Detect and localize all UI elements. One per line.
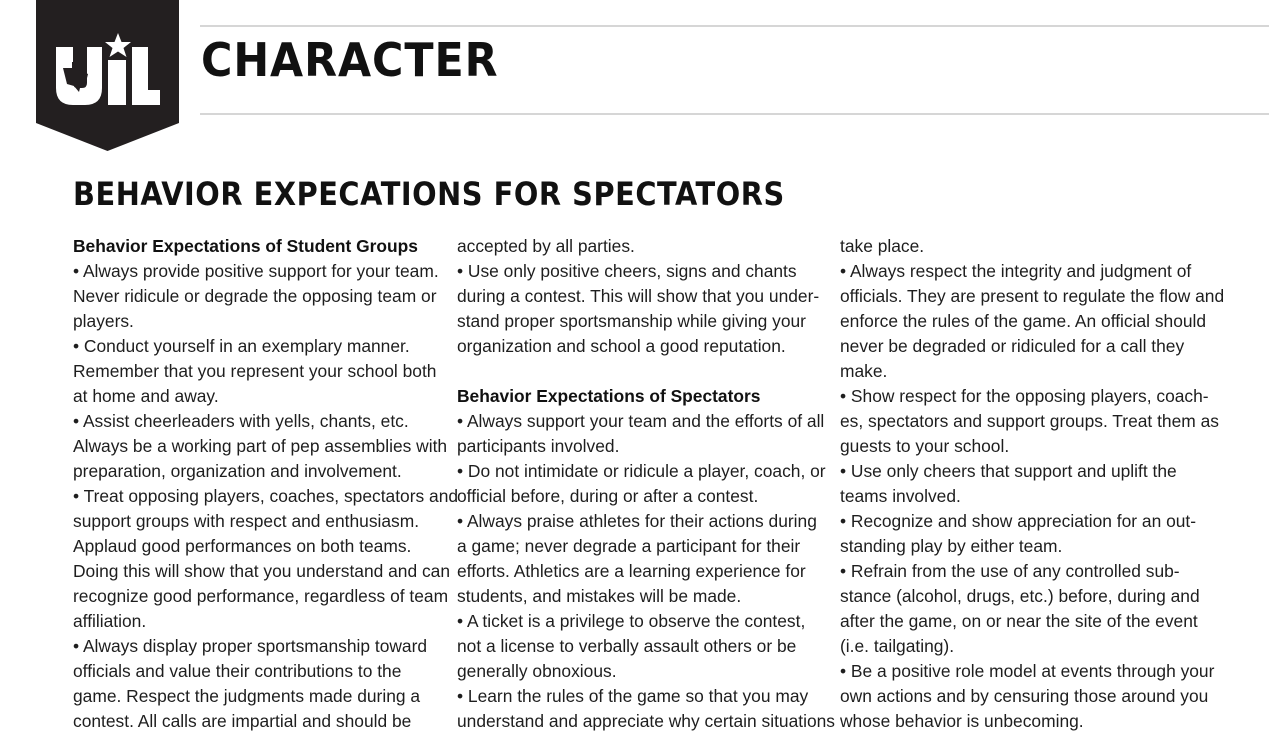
text-line: es, spectators and support groups. Treat them as [840,411,1219,431]
text-line: officials. They are present to regulate the flow and [840,286,1225,306]
text-line: a game; never degrade a participant for their [457,536,801,556]
text-line: • Refrain from the use of any controlled sub- [840,561,1180,581]
text-line: Applaud good performances on both teams. [73,536,412,556]
text-line: • Recognize and show appreciation for an out- [840,511,1197,531]
text-line: accepted by all parties. [457,236,635,256]
text-line: Doing this will show that you understand and can [73,561,451,581]
section-heading: BEHAVIOR EXPECATIONS FOR SPECTATORS [73,175,785,213]
text-line: • Treat opposing players, coaches, spectators and [73,486,459,506]
text-line: • Always display proper sportsmanship toward [73,636,428,656]
header-rule-bottom [200,113,1269,115]
text-line: • Use only positive cheers, signs and chants [457,261,797,281]
uil-logo-icon [36,0,179,151]
text-line: • A ticket is a privilege to observe the contest, [457,611,806,631]
text-line: • Conduct yourself in an exemplary manner. [73,336,410,356]
subsection-heading: Behavior Expectations of Student Groups [73,236,418,256]
text-line: • Always provide positive support for your team. [73,261,439,281]
text-line: organization and school a good reputation. [457,336,786,356]
text-line: teams involved. [840,486,961,506]
text-column-2 [457,234,835,734]
text-line: • Learn the rules of the game so that you may [457,686,809,706]
text-line: own actions and by censuring those around you [840,686,1209,706]
text-line: officials and value their contributions to the [73,661,402,681]
text-line: (i.e. tailgating). [840,636,955,656]
text-line: players. [73,311,134,331]
text-line: contest. All calls are impartial and should be [73,711,412,731]
paragraph-gap [457,359,835,384]
text-line: during a contest. This will show that you under- [457,286,820,306]
text-line: game. Respect the judgments made during a [73,686,421,706]
text-line: make. [840,361,888,381]
text-line: guests to your school. [840,436,1010,456]
text-line: • Be a positive role model at events through your [840,661,1215,681]
text-line: Never ridicule or degrade the opposing team or [73,286,437,306]
text-line: enforce the rules of the game. An official should [840,311,1207,331]
text-line: • Always respect the integrity and judgment of [840,261,1192,281]
text-line: • Show respect for the opposing players, coach- [840,386,1209,406]
text-line: take place. [840,236,925,256]
text-line: stance (alcohol, drugs, etc.) before, during and [840,586,1200,606]
text-line: recognize good performance, regardless of team [73,586,449,606]
text-line: not a license to verbally assault others or be [457,636,797,656]
text-line: generally obnoxious. [457,661,617,681]
text-line: Always be a working part of pep assemblies with [73,436,448,456]
text-line: stand proper sportsmanship while giving your [457,311,806,331]
text-line: preparation, organization and involvement. [73,461,402,481]
text-line: students, and mistakes will be made. [457,586,742,606]
text-line: official before, during or after a contest. [457,486,759,506]
text-line: • Assist cheerleaders with yells, chants, etc. [73,411,409,431]
text-column-3 [840,234,1224,734]
text-line: participants involved. [457,436,620,456]
text-line: Remember that you represent your school both [73,361,437,381]
text-line: understand and appreciate why certain situations [457,711,836,731]
text-column-1 [73,234,458,734]
text-line: • Always praise athletes for their actions during [457,511,817,531]
text-line: affiliation. [73,611,147,631]
uil-logo-badge [36,0,179,151]
text-line: never be degraded or ridiculed for a call they [840,336,1185,356]
text-line: • Do not intimidate or ridicule a player, coach, or [457,461,826,481]
text-line: • Always support your team and the efforts of all [457,411,825,431]
text-line: at home and away. [73,386,219,406]
text-line: whose behavior is unbecoming. [840,711,1084,731]
text-line: efforts. Athletics are a learning experience for [457,561,806,581]
text-line: standing play by either team. [840,536,1063,556]
text-line: support groups with respect and enthusiasm. [73,511,420,531]
header-rule-top [200,25,1269,27]
text-line: after the game, on or near the site of the event [840,611,1198,631]
text-line: • Use only cheers that support and uplift the [840,461,1177,481]
subsection-heading: Behavior Expectations of Spectators [457,386,761,406]
page-title: CHARACTER [201,33,499,87]
